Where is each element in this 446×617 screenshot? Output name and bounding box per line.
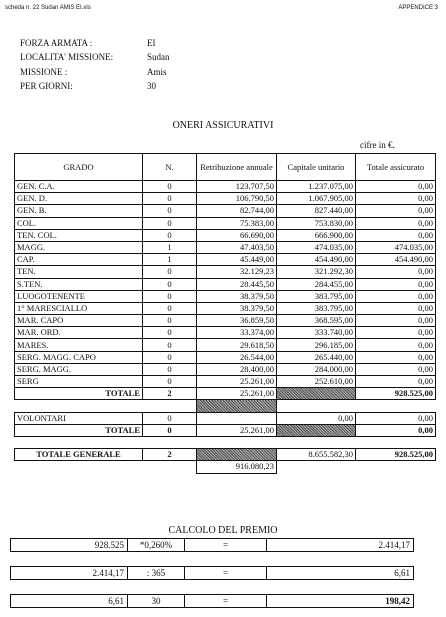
grado-cell: MARES. (15, 339, 143, 351)
capitale-cell: 474.035,00 (277, 241, 356, 253)
retribuzione-cell: 25.261,00 (197, 376, 277, 388)
grado-cell: MAR. CAPO (15, 315, 143, 327)
calc-result: 6,61 (267, 567, 414, 580)
shaded-cell (197, 400, 277, 412)
volontari-n: 0 (143, 412, 197, 424)
grado-cell: TEN. (15, 266, 143, 278)
n-cell: 0 (143, 229, 197, 241)
calc-row-3 (10, 594, 414, 608)
retribuzione-cell: 26.544,00 (197, 351, 277, 363)
capitale-cell: 827.440,00 (277, 205, 356, 217)
retribuzione-cell: 38.379,50 (197, 290, 277, 302)
totale-vol-n: 0 (143, 424, 197, 436)
calc-result: 2.414,17 (267, 539, 414, 552)
n-cell: 0 (143, 351, 197, 363)
calc-a: 928.525 (11, 539, 128, 552)
capitale-cell: 333.740,00 (277, 327, 356, 339)
calc-title: CALCOLO DEL PREMIO (168, 525, 278, 536)
grado-cell: TEN. COL. (15, 229, 143, 241)
capitale-cell: 284.455,00 (277, 278, 356, 290)
totale-generale-n: 2 (143, 449, 197, 461)
n-cell: 0 (143, 205, 197, 217)
sum-row (15, 461, 436, 473)
section-title: ONERI ASSICURATIVI (172, 120, 274, 131)
n-cell: 0 (143, 376, 197, 388)
volontari-row (15, 412, 436, 424)
calc-eq: = (185, 595, 267, 608)
volontari-label: VOLONTARI (15, 412, 143, 424)
table-row (15, 217, 436, 229)
info-value-missione: Amis (147, 67, 167, 77)
retribuzione-cell: 66.690,00 (197, 229, 277, 241)
table-row (15, 327, 436, 339)
calc-b: *0,260% (128, 539, 185, 552)
capitale-cell: 296.185,00 (277, 339, 356, 351)
file-name: scheda n. 22 Sudan AMIS EI.xls (5, 5, 91, 11)
table-header-row (15, 154, 436, 181)
grado-cell: GEN. C.A. (15, 181, 143, 193)
volontari-tot: 0,00 (356, 412, 436, 424)
info-label-forza: FORZA ARMATA : (20, 38, 93, 48)
capitale-cell: 753.830,00 (277, 217, 356, 229)
retribuzione-cell: 123.707,50 (197, 181, 277, 193)
capitale-cell: 252.610,00 (277, 376, 356, 388)
n-cell: 0 (143, 193, 197, 205)
totale-generale-row (15, 449, 436, 461)
table-row (15, 205, 436, 217)
n-cell: 0 (143, 266, 197, 278)
info-value-forza: EI (147, 38, 156, 48)
grado-cell: 1° MARESCIALLO (15, 302, 143, 314)
calc-a: 6,61 (11, 595, 128, 608)
capitale-cell: 265.440,00 (277, 351, 356, 363)
retribuzione-cell: 47.403,50 (197, 241, 277, 253)
retribuzione-cell: 32.129,23 (197, 266, 277, 278)
retribuzione-cell: 75.383,00 (197, 217, 277, 229)
retribuzione-cell: 45.449,00 (197, 254, 277, 266)
totale-tot: 928.525,00 (356, 388, 436, 400)
totale-generale-tot: 928.525,00 (356, 449, 436, 461)
info-label-localita: LOCALITA' MISSIONE: (20, 52, 114, 62)
totale-vol-ret: 25.261,00 (197, 424, 277, 436)
totale-cell: 474.035,00 (356, 241, 436, 253)
totale-cell: 0,00 (356, 205, 436, 217)
retribuzione-cell: 28.445,50 (197, 278, 277, 290)
grado-cell: MAR. ORD. (15, 327, 143, 339)
n-cell: 0 (143, 339, 197, 351)
spacer-row (15, 400, 436, 412)
table-row (15, 290, 436, 302)
table-row (15, 351, 436, 363)
info-label-giorni: PER GIORNI: (20, 81, 73, 91)
calc-result: 198,42 (267, 595, 414, 608)
totale-generale-label: TOTALE GENERALE (15, 449, 143, 461)
col-n: N. (143, 154, 197, 181)
n-cell: 0 (143, 302, 197, 314)
calc-a: 2.414,17 (11, 567, 128, 580)
grado-cell: SERG. MAGG. CAPO (15, 351, 143, 363)
n-cell: 1 (143, 254, 197, 266)
totale-vol-row (15, 424, 436, 436)
col-grado: GRADO (15, 154, 143, 181)
totale-cell: 0,00 (356, 266, 436, 278)
totale-cell: 0,00 (356, 217, 436, 229)
totale-cell: 0,00 (356, 315, 436, 327)
table-row (15, 315, 436, 327)
totale-cell: 0,00 (356, 181, 436, 193)
table-row (15, 339, 436, 351)
totale-n: 2 (143, 388, 197, 400)
retribuzione-cell: 28.400,00 (197, 363, 277, 375)
totale-generale-cap: 8.655.582,30 (277, 449, 356, 461)
totale-cell: 0,00 (356, 290, 436, 302)
table-row (15, 302, 436, 314)
volontari-cap: 0,00 (277, 412, 356, 424)
n-cell: 0 (143, 217, 197, 229)
grado-cell: MAGG. (15, 241, 143, 253)
sum-ret: 916.080,23 (197, 461, 277, 473)
capitale-cell: 284.000,00 (277, 363, 356, 375)
retribuzione-cell: 38.379,50 (197, 302, 277, 314)
totale-row (15, 388, 436, 400)
capitale-cell: 383.795,00 (277, 290, 356, 302)
totale-cell: 0,00 (356, 363, 436, 375)
table-body (15, 181, 436, 388)
totale-cell: 0,00 (356, 351, 436, 363)
n-cell: 0 (143, 181, 197, 193)
insurance-table (14, 153, 436, 474)
col-capitale: Capitale unitario (277, 154, 356, 181)
totale-label: TOTALE (15, 388, 143, 400)
grado-cell: COL. (15, 217, 143, 229)
retribuzione-cell: 106.790,50 (197, 193, 277, 205)
retribuzione-cell: 33.374,00 (197, 327, 277, 339)
totale-cell: 0,00 (356, 229, 436, 241)
retribuzione-cell: 29.618,50 (197, 339, 277, 351)
table-row (15, 241, 436, 253)
totale-cell: 0,00 (356, 193, 436, 205)
totale-ret: 25.261,00 (197, 388, 277, 400)
table-row (15, 376, 436, 388)
appendix-label: APPENDICE 3 (398, 5, 438, 11)
currency-note: cifre in €. (360, 140, 395, 150)
table-row (15, 363, 436, 375)
shaded-cell (197, 449, 277, 461)
totale-cell: 0,00 (356, 278, 436, 290)
grado-cell: GEN. B. (15, 205, 143, 217)
grado-cell: SERG (15, 376, 143, 388)
totale-vol-tot: 0,00 (356, 424, 436, 436)
col-totale: Totale assicurato (356, 154, 436, 181)
table-row (15, 229, 436, 241)
grado-cell: GEN. D. (15, 193, 143, 205)
shaded-cell (277, 424, 356, 436)
grado-cell: LUOGOTENENTE (15, 290, 143, 302)
capitale-cell: 454.490,00 (277, 254, 356, 266)
calc-eq: = (185, 567, 267, 580)
info-label-missione: MISSIONE : (20, 67, 68, 77)
info-value-giorni: 30 (147, 81, 156, 91)
totale-cell: 0,00 (356, 327, 436, 339)
grado-cell: CAP. (15, 254, 143, 266)
n-cell: 0 (143, 327, 197, 339)
capitale-cell: 666.900,00 (277, 229, 356, 241)
n-cell: 0 (143, 278, 197, 290)
calc-row-1 (10, 538, 414, 552)
spacer-row (15, 436, 436, 448)
n-cell: 1 (143, 241, 197, 253)
calc-eq: = (185, 539, 267, 552)
totale-cell: 0,00 (356, 376, 436, 388)
table-row (15, 278, 436, 290)
totale-cell: 0,00 (356, 302, 436, 314)
capitale-cell: 1.237.075,00 (277, 181, 356, 193)
table-row (15, 181, 436, 193)
table-row (15, 193, 436, 205)
calc-row-2 (10, 566, 414, 580)
retribuzione-cell: 36.859,50 (197, 315, 277, 327)
totale-cell: 0,00 (356, 339, 436, 351)
grado-cell: S.TEN. (15, 278, 143, 290)
capitale-cell: 1.067.905,00 (277, 193, 356, 205)
grado-cell: SERG. MAGG. (15, 363, 143, 375)
info-value-localita: Sudan (147, 52, 170, 62)
totale-cell: 454.490,00 (356, 254, 436, 266)
n-cell: 0 (143, 363, 197, 375)
shaded-cell (277, 388, 356, 400)
n-cell: 0 (143, 290, 197, 302)
retribuzione-cell: 82.744,00 (197, 205, 277, 217)
capitale-cell: 368.595,00 (277, 315, 356, 327)
calc-b: : 365 (128, 567, 185, 580)
col-retribuzione: Retribuzione annuale (197, 154, 277, 181)
capitale-cell: 383.795,00 (277, 302, 356, 314)
n-cell: 0 (143, 315, 197, 327)
calc-b: 30 (128, 595, 185, 608)
table-row (15, 254, 436, 266)
totale-vol-label: TOTALE (15, 424, 143, 436)
capitale-cell: 321.292,30 (277, 266, 356, 278)
table-row (15, 266, 436, 278)
